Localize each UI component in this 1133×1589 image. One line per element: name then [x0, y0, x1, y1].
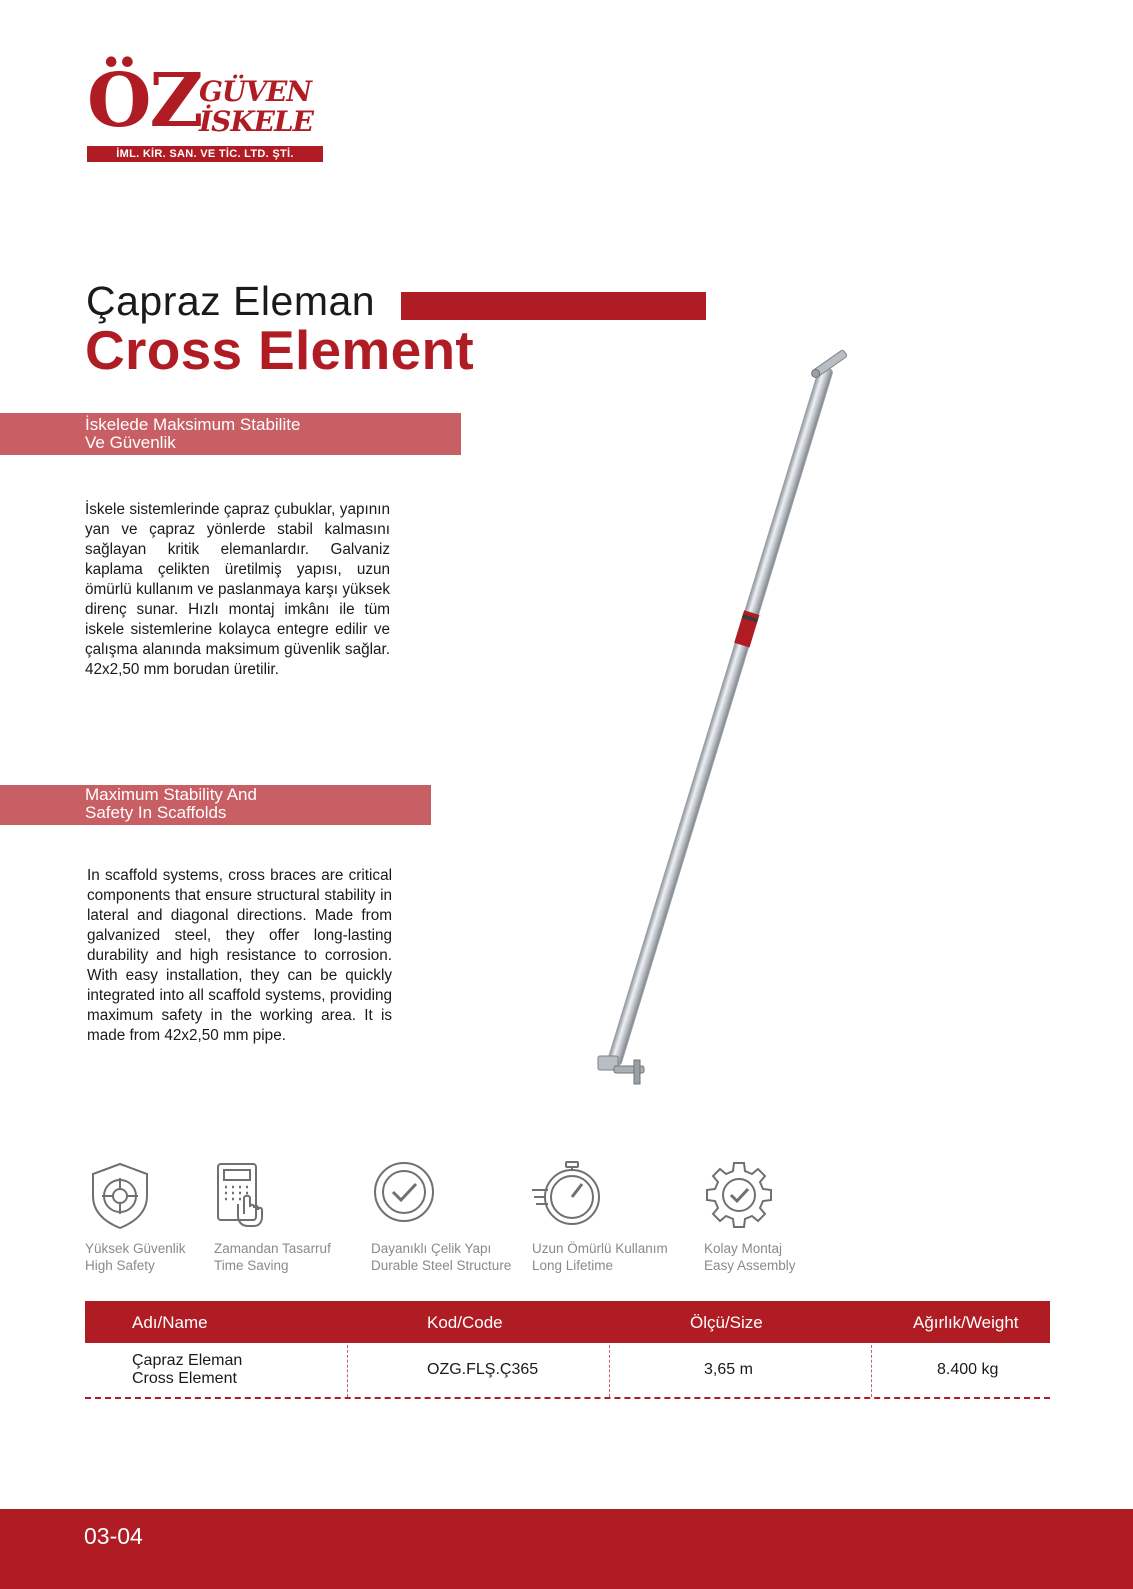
feature-label-en: Time Saving: [214, 1258, 289, 1273]
title-english: Cross Element: [85, 319, 475, 381]
product-name-tr: Çapraz Eleman: [132, 1352, 243, 1369]
heading-line: Safety In Scaffolds: [85, 803, 227, 822]
page-number: 03-04: [84, 1523, 143, 1549]
check-circle-icon: [371, 1160, 441, 1230]
product-name-en: Cross Element: [132, 1370, 237, 1387]
cell-code: OZG.FLŞ.Ç365: [427, 1361, 539, 1378]
section-heading-turkish: [0, 413, 461, 455]
cross-brace-image: [560, 340, 880, 1100]
feature-label-tr: Kolay Montaj: [704, 1241, 783, 1256]
logo-guven: GÜVEN: [199, 75, 311, 108]
header-weight: Ağırlık/Weight: [913, 1313, 1019, 1332]
heading-line: İskelede Maksimum Stabilite: [85, 415, 301, 434]
heading-line: Ve Güvenlik: [85, 433, 176, 452]
header-name: Adı/Name: [132, 1313, 208, 1332]
logo-iskele: İSKELE: [199, 105, 314, 138]
table-row: [85, 1343, 1050, 1399]
header-size: Ölçü/Size: [690, 1313, 763, 1332]
table-header: [85, 1301, 1050, 1343]
feature-high-safety: [85, 1160, 186, 1273]
feature-time-saving: [214, 1160, 331, 1273]
description-turkish: İskele sistemlerinde çapraz çubuklar, yapının yan ve çapraz yönlerde stabil kalmasını sağlayan kritik elemanlardır. Galvaniz kaplama çelikten üretilmiş yapısı, uzun ömürlü kullanım ve paslanmaya karşı yüksek direnç sunar. Hızlı montaj imkânı ile tüm iskele sistemlerine kolayca entegre edilir ve çalışma alanında maksimum güvenlik sağlar. 42x2,50 mm borudan üretilir.: [85, 501, 390, 678]
feature-label-en: Durable Steel Structure: [371, 1258, 512, 1273]
feature-easy-assembly: [704, 1160, 796, 1273]
feature-label-en: High Safety: [85, 1258, 155, 1273]
logo-company-name: İML. KİR. SAN. VE TİC. LTD. ŞTİ.: [87, 146, 323, 162]
feature-label-tr: Yüksek Güvenlik: [85, 1241, 186, 1256]
stopwatch-icon: [532, 1160, 602, 1230]
cell-name: [132, 1343, 242, 1397]
cell-size: 3,65 m: [704, 1361, 753, 1378]
cell-weight: 8.400 kg: [937, 1361, 999, 1378]
feature-durable-steel: [371, 1160, 512, 1273]
feature-label-tr: Zamandan Tasarruf: [214, 1241, 331, 1256]
heading-line: Maximum Stability And: [85, 785, 257, 804]
footer-bar: [0, 1509, 1133, 1589]
column-divider: [347, 1345, 348, 1397]
column-divider: [609, 1345, 610, 1397]
gear-check-icon: [704, 1160, 774, 1230]
company-logo: [87, 58, 323, 164]
feature-label-en: Long Lifetime: [532, 1258, 614, 1273]
shield-icon: [85, 1160, 155, 1230]
section-heading-english: [0, 785, 431, 825]
product-table: [85, 1301, 1050, 1399]
feature-label-en: Easy Assembly: [704, 1258, 796, 1273]
header-code: Kod/Code: [427, 1313, 503, 1332]
title-accent-bar: [401, 292, 706, 320]
feature-label-tr: Dayanıklı Çelik Yapı: [371, 1241, 492, 1256]
column-divider: [871, 1345, 872, 1397]
feature-long-lifetime: [532, 1160, 668, 1273]
feature-label-tr: Uzun Ömürlü Kullanım: [532, 1241, 668, 1256]
description-english: In scaffold systems, cross braces are critical components that ensure structural stability in lateral and diagonal directions. Made from galvanized steel, they offer long-lasting durability and high resistance to corrosion. With easy installation, they can be quickly integrated into all scaffold systems, providing maximum safety in the working area. It is made from 42x2,50 mm pipe.: [87, 867, 392, 1044]
logo-oz: ÖZ: [87, 58, 202, 144]
title-turkish: Çapraz Eleman: [86, 278, 376, 324]
calculator-hand-icon: [214, 1160, 284, 1230]
